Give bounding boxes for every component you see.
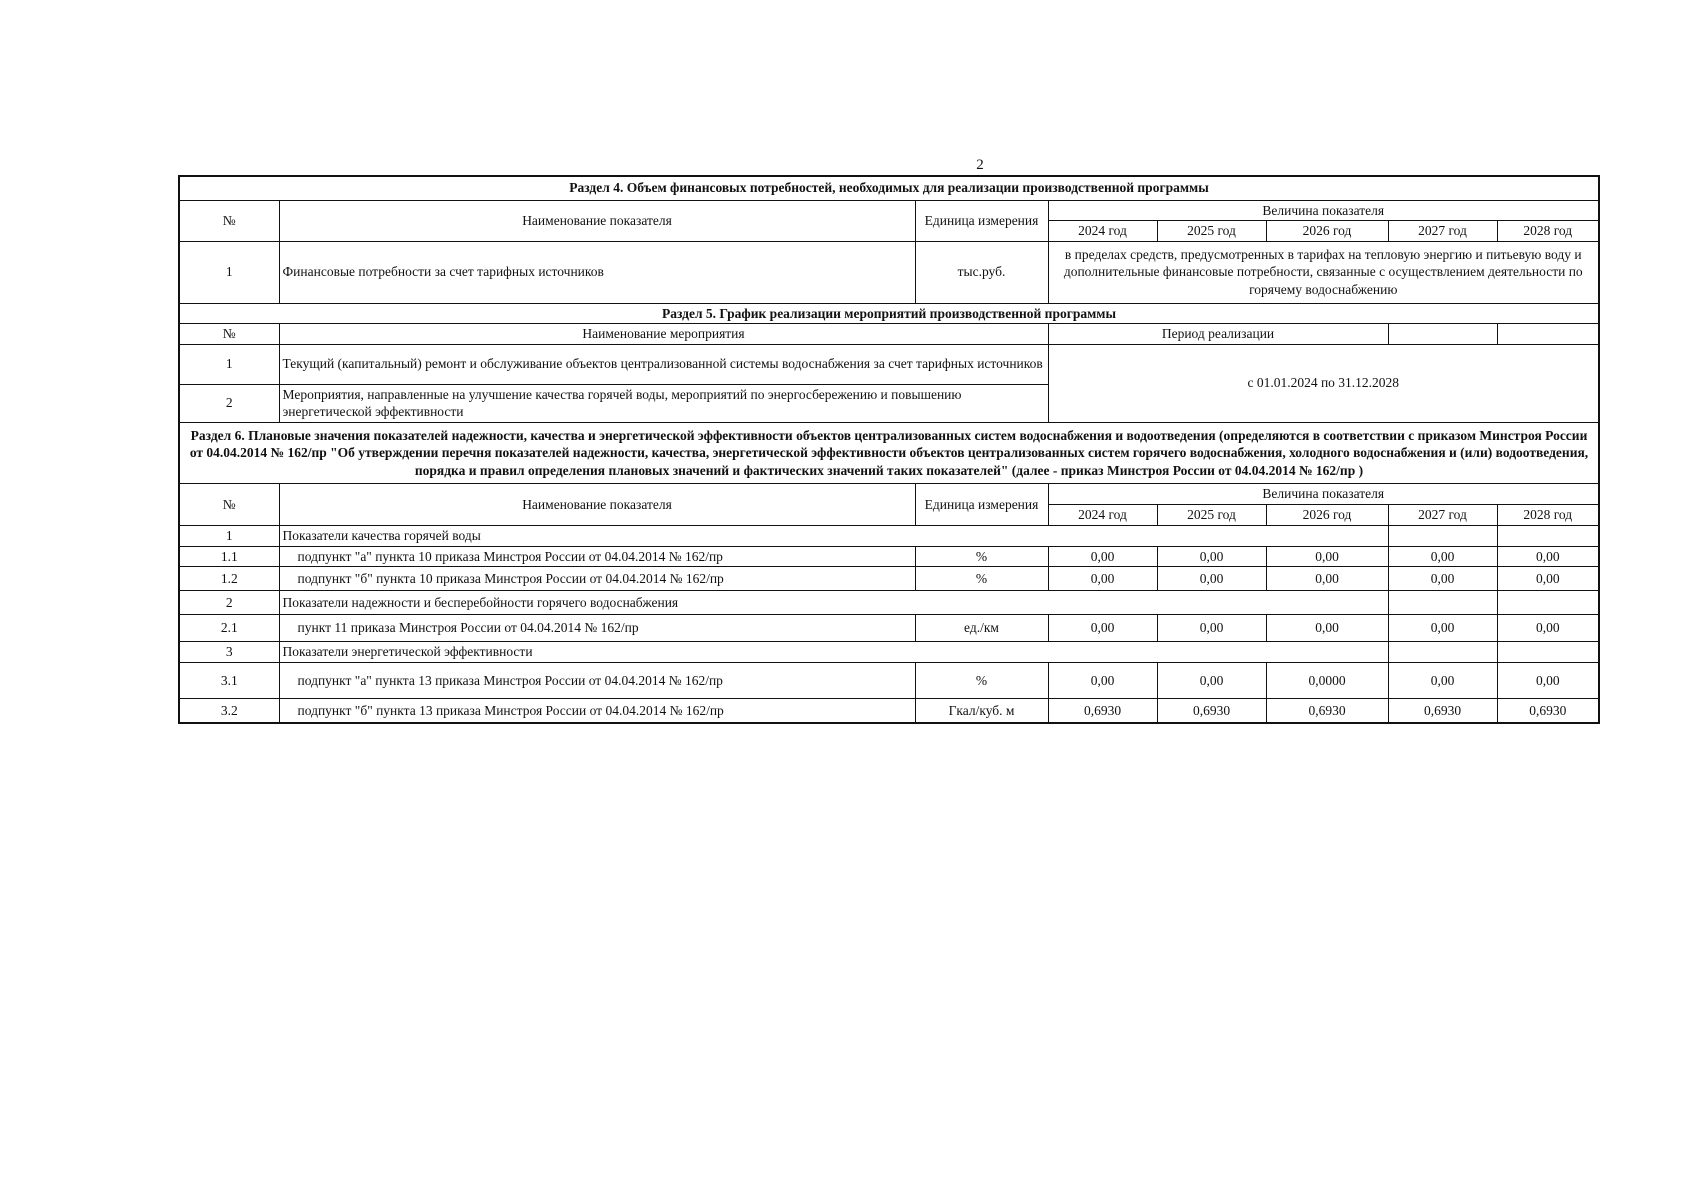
empty-cell: [1497, 591, 1599, 615]
section6-col-name: Наименование показателя: [279, 484, 915, 526]
section4-title: Раздел 4. Объем финансовых потребностей, необходимых для реализации производственной программы: [179, 176, 1599, 200]
item-value: 0,00: [1048, 615, 1157, 642]
group-name: Показатели качества горячей воды: [279, 525, 1388, 546]
item-no: 1.1: [179, 546, 279, 567]
section5-empty-cell: [1388, 324, 1497, 345]
section4-year: 2027 год: [1388, 221, 1497, 242]
item-unit: %: [915, 546, 1048, 567]
page-number: 2: [976, 157, 984, 173]
section5-empty-cell: [1497, 324, 1599, 345]
item-value: 0,00: [1497, 567, 1599, 591]
item-value: 0,6930: [1157, 699, 1266, 723]
group-no: 1: [179, 525, 279, 546]
section6-year: 2025 год: [1157, 504, 1266, 525]
section4-col-value: Величина показателя: [1048, 200, 1599, 221]
item-name: подпункт "б" пункта 10 приказа Минстроя России от 04.04.2014 № 162/пр: [279, 567, 915, 591]
section6-col-unit: Единица измерения: [915, 484, 1048, 526]
item-unit: Гкал/куб. м: [915, 699, 1048, 723]
item-value: 0,00: [1266, 546, 1388, 567]
item-value: 0,6930: [1048, 699, 1157, 723]
section4-col-no: №: [179, 200, 279, 241]
item-value: 0,6930: [1388, 699, 1497, 723]
item-name: подпункт "б" пункта 13 приказа Минстроя России от 04.04.2014 № 162/пр: [279, 699, 915, 723]
empty-cell: [1388, 525, 1497, 546]
item-value: 0,0000: [1266, 663, 1388, 699]
item-name: пункт 11 приказа Минстроя России от 04.04.2014 № 162/пр: [279, 615, 915, 642]
section6-year: 2024 год: [1048, 504, 1157, 525]
item-value: 0,00: [1157, 615, 1266, 642]
item-value: 0,00: [1157, 663, 1266, 699]
item-value: 0,00: [1388, 567, 1497, 591]
empty-cell: [1388, 642, 1497, 663]
section5-col-period: Период реализации: [1048, 324, 1388, 345]
item-no: 1.2: [179, 567, 279, 591]
section4-year: 2026 год: [1266, 221, 1388, 242]
item-value: 0,00: [1048, 567, 1157, 591]
section4-row-value: в пределах средств, предусмотренных в тарифах на тепловую энергию и питьевую воду и дополнительные финансовые потребности, связанные с осуществлением деятельности по горячему водоснабжению: [1048, 241, 1599, 303]
section5-row-name: Текущий (капитальный) ремонт и обслуживание объектов централизованной системы водоснабжения за счет тарифных источников: [279, 344, 1048, 384]
item-value: 0,00: [1266, 615, 1388, 642]
item-no: 2.1: [179, 615, 279, 642]
item-value: 0,00: [1266, 567, 1388, 591]
item-no: 3.2: [179, 699, 279, 723]
item-value: 0,00: [1388, 546, 1497, 567]
section6-year: 2026 год: [1266, 504, 1388, 525]
group-no: 2: [179, 591, 279, 615]
section4-row-unit: тыс.руб.: [915, 241, 1048, 303]
section5-row-no: 1: [179, 344, 279, 384]
item-value: 0,00: [1388, 663, 1497, 699]
item-value: 0,6930: [1497, 699, 1599, 723]
section4-year: 2024 год: [1048, 221, 1157, 242]
item-unit: ед./км: [915, 615, 1048, 642]
section6-col-no: №: [179, 484, 279, 526]
group-no: 3: [179, 642, 279, 663]
section4-col-name: Наименование показателя: [279, 200, 915, 241]
section5-title: Раздел 5. График реализации мероприятий производственной программы: [179, 303, 1599, 324]
item-value: 0,00: [1497, 546, 1599, 567]
section5-col-name: Наименование мероприятия: [279, 324, 1048, 345]
production-program-table: [178, 175, 1600, 724]
section5-col-no: №: [179, 324, 279, 345]
item-value: 0,00: [1497, 615, 1599, 642]
group-name: Показатели энергетической эффективности: [279, 642, 1388, 663]
section4-col-unit: Единица измерения: [915, 200, 1048, 241]
empty-cell: [1497, 642, 1599, 663]
item-value: 0,00: [1388, 615, 1497, 642]
section4-year: 2025 год: [1157, 221, 1266, 242]
item-value: 0,00: [1497, 663, 1599, 699]
item-value: 0,00: [1157, 546, 1266, 567]
section4-row-no: 1: [179, 241, 279, 303]
section4-year: 2028 год: [1497, 221, 1599, 242]
item-unit: %: [915, 663, 1048, 699]
section5-row-no: 2: [179, 384, 279, 422]
item-value: 0,6930: [1266, 699, 1388, 723]
item-name: подпункт "а" пункта 10 приказа Минстроя России от 04.04.2014 № 162/пр: [279, 546, 915, 567]
section5-row-name: Мероприятия, направленные на улучшение качества горячей воды, мероприятий по энергосбережению и повышению энергетической эффективности: [279, 384, 1048, 422]
item-value: 0,00: [1157, 567, 1266, 591]
section4-row-name: Финансовые потребности за счет тарифных источников: [279, 241, 915, 303]
section6-year: 2028 год: [1497, 504, 1599, 525]
item-value: 0,00: [1048, 546, 1157, 567]
section6-col-value: Величина показателя: [1048, 484, 1599, 505]
group-name: Показатели надежности и бесперебойности горячего водоснабжения: [279, 591, 1388, 615]
empty-cell: [1497, 525, 1599, 546]
item-unit: %: [915, 567, 1048, 591]
section6-year: 2027 год: [1388, 504, 1497, 525]
section6-title: Раздел 6. Плановые значения показателей надежности, качества и энергетической эффективности объектов централизованных систем водоснабжения и водоотведения (определяются в соответствии с приказом Минстроя России от 04.04.2014 № 162/пр "Об утверждении перечня показателей надежности, качества, энергетической эффективности объектов централизованных систем горячего водоснабжения, холодного водоснабжения и (или) водоотведения, порядка и правил определения плановых значений и фактических значений таких показателей" (далее - приказ Минстроя России от 04.04.2014 № 162/пр ): [179, 422, 1599, 484]
item-no: 3.1: [179, 663, 279, 699]
empty-cell: [1388, 591, 1497, 615]
item-value: 0,00: [1048, 663, 1157, 699]
section5-period: с 01.01.2024 по 31.12.2028: [1048, 344, 1599, 422]
item-name: подпункт "а" пункта 13 приказа Минстроя России от 04.04.2014 № 162/пр: [279, 663, 915, 699]
